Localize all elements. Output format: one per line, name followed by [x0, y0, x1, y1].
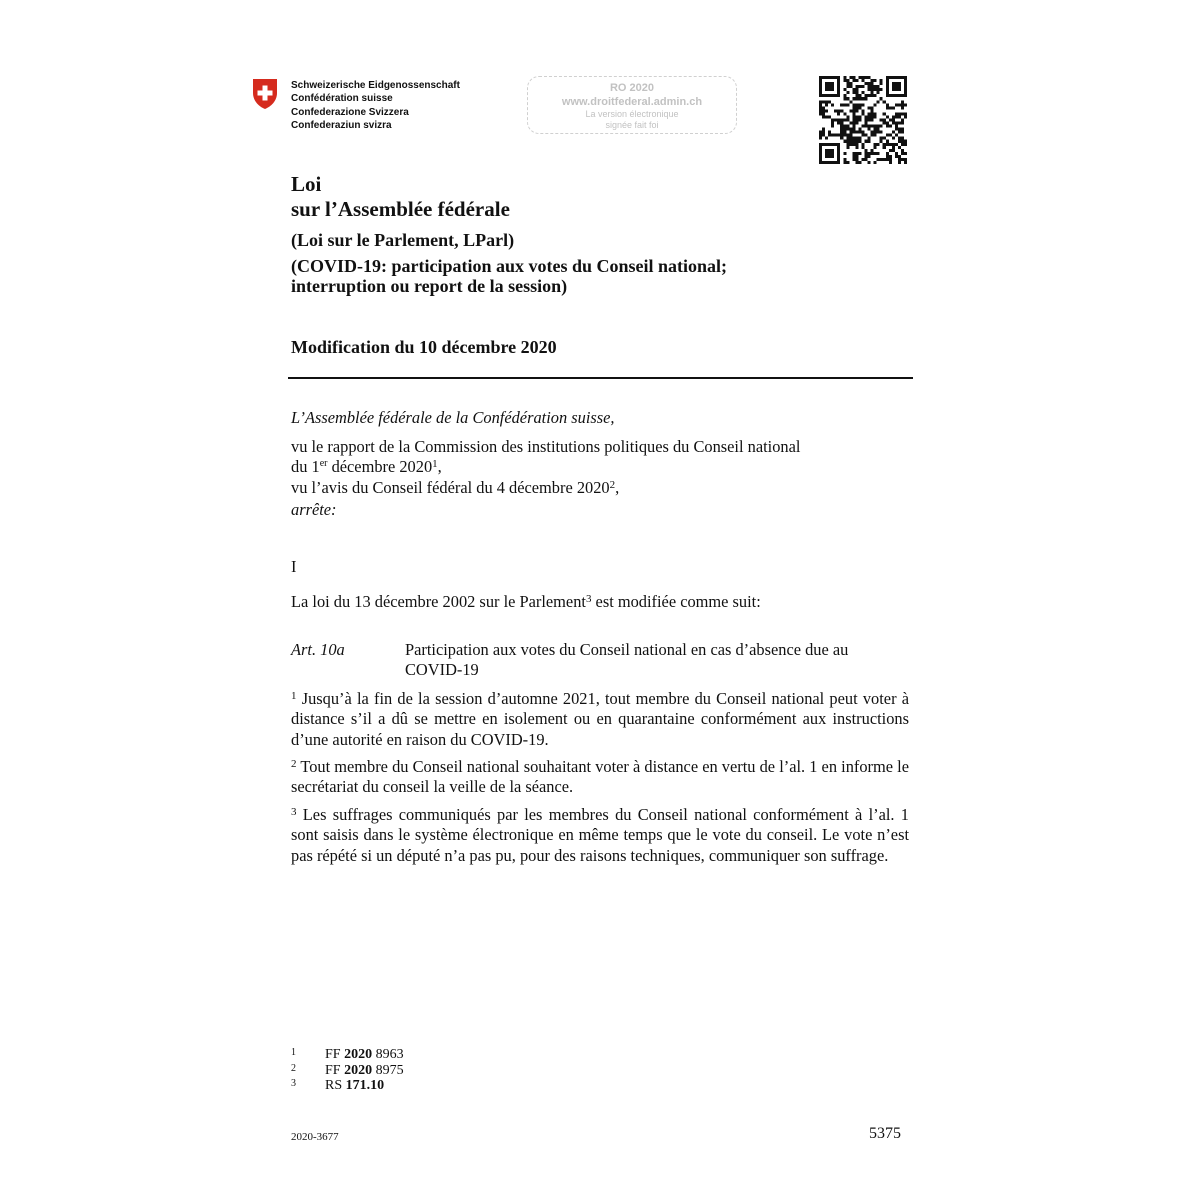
confederation-name-de: Schweizerische Eidgenossenschaft: [291, 80, 460, 91]
footnote-ref-1[interactable]: 1: [432, 458, 438, 470]
footnote-year: 2020: [344, 1047, 373, 1062]
paragraph-text: Les suffrages communiqués par les membres du Conseil national conformément à l’al. 1 sont saisis dans le système électronique en même temps que le vote du conseil. Le vote n’est pas répété si un député n’a pas pu, pour des raisons techniques, communiquer son suffrage.: [291, 805, 909, 865]
article-paragraph-1: [291, 689, 909, 750]
footnote-prefix: FF: [325, 1047, 345, 1062]
preamble-line-3-text: vu l’avis du Conseil fédéral du 4 décembre 2020: [291, 477, 610, 497]
decree-word: arrête:: [291, 500, 337, 519]
footnote-prefix: FF: [325, 1062, 345, 1078]
ordinal-superscript: er: [319, 458, 328, 469]
article-paragraph-2: [291, 757, 909, 798]
stamp-ro-number: RO 2020: [609, 82, 655, 94]
paragraph-text: Tout membre du Conseil national souhaitant voter à distance en vertu de l’al. 1 en informe le secrétariat du conseil la veille de la séance.: [291, 757, 909, 797]
preamble-line-2-end: ,: [437, 457, 442, 476]
confederation-name-rm: Confederaziun svizra: [291, 119, 392, 131]
footnote-3: [291, 1078, 404, 1094]
article-paragraph-3: [291, 805, 909, 866]
stamp-note-1: La version électronique: [585, 109, 679, 119]
footnote-text: [325, 1078, 384, 1094]
footnote-ref-3[interactable]: 3: [585, 593, 592, 605]
article-title: Participation aux votes du Conseil national en cas d’absence due au COVID-19: [405, 640, 849, 679]
amendment-intro-end: est modifiée comme suit:: [591, 592, 761, 611]
paragraph-number: 1: [291, 690, 297, 702]
footnote-ref-2[interactable]: 2: [609, 478, 616, 491]
footnote-1: [291, 1047, 404, 1063]
footnote-number: 3: [291, 1078, 296, 1089]
enacting-authority: L’Assemblée fédérale de la Confédération suisse,: [291, 408, 615, 427]
preamble-line-1: vu le rapport de la Commission des institutions politiques du Conseil national: [291, 436, 801, 456]
title-line-2: sur l’Assemblée fédérale: [291, 197, 510, 221]
stamp-url: www.droitfederal.admin.ch: [561, 96, 703, 108]
footnote-prefix: RS: [325, 1078, 346, 1093]
confederation-name-fr: Confédération suisse: [291, 93, 393, 105]
footnote-page: 8975: [372, 1062, 404, 1078]
confederation-names: [291, 79, 460, 132]
preamble-line-2-date: décembre 2020: [327, 457, 433, 476]
qr-code-icon: [819, 76, 907, 164]
footnote-reference: 171.10: [345, 1078, 385, 1093]
preamble-line-2-start: du 1: [291, 457, 320, 476]
subject-line-1: (COVID-19: participation aux votes du Conseil national;: [291, 256, 728, 276]
modification-date: Modification du 10 décembre 2020: [291, 337, 557, 357]
short-title: (Loi sur le Parlement, LParl): [291, 230, 515, 250]
preamble-line-3: [291, 478, 800, 499]
paragraph-number: 3: [291, 806, 297, 818]
preamble: [291, 408, 800, 521]
footnote-page: 8963: [372, 1047, 404, 1062]
footnote-year: 2020: [344, 1062, 373, 1078]
amendment-intro: [291, 592, 761, 612]
preamble-line-2: [291, 457, 800, 478]
amendment-intro-text: La loi du 13 décembre 2002 sur le Parlement: [291, 592, 586, 611]
page-number: 5375: [869, 1125, 901, 1142]
title-divider: [288, 377, 913, 379]
confederation-name-it: Confederazione Svizzera: [291, 106, 409, 118]
subject-line-2: interruption ou report de la session): [291, 276, 568, 296]
footnotes: [291, 1047, 404, 1094]
document-number: 2020-3677: [291, 1131, 339, 1143]
swiss-coat-of-arms-icon: [252, 78, 278, 110]
section-number: I: [291, 557, 297, 576]
preamble-line-3-end: ,: [615, 477, 620, 497]
footnote-text: [325, 1063, 404, 1079]
footnote-number: 2: [291, 1062, 296, 1074]
footnote-text: [325, 1047, 404, 1063]
footnote-2: [291, 1063, 404, 1079]
stamp-note-2: signée fait foi: [605, 120, 659, 130]
paragraph-text: Jusqu’à la fin de la session d’automne 2021, tout membre du Conseil national peut voter à distance s’il a dû se mettre en isolement ou en quarantaine conformément aux instructions d’une autorité en raison du COVID-19.: [291, 689, 909, 749]
paragraph-number: 2: [291, 758, 297, 770]
title-line-1: Loi: [291, 172, 322, 196]
electronic-version-stamp: [527, 76, 737, 134]
footnote-number: 1: [291, 1047, 296, 1058]
article-label: Art. 10a: [291, 640, 345, 659]
law-title: [291, 172, 727, 296]
